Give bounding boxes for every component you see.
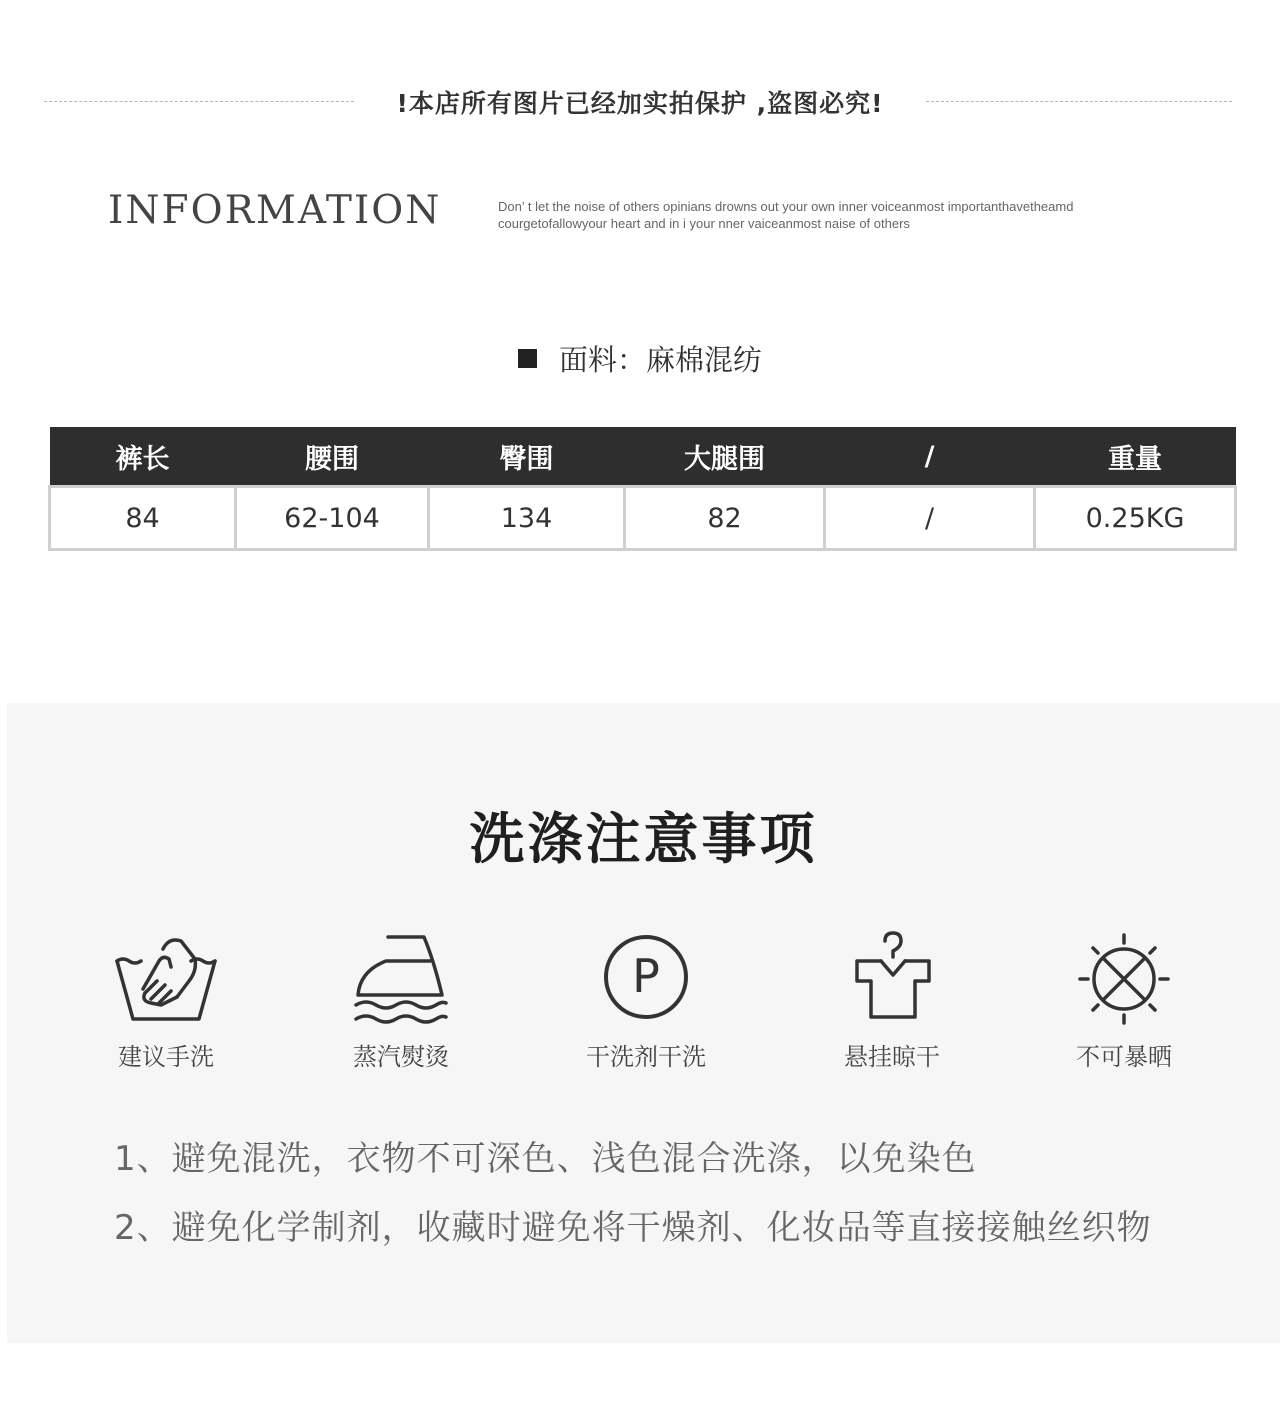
copyright-notice: !本店所有图片已经加实拍保护 ,盗图必究! [396,89,884,118]
header-blank: / [825,427,1035,487]
size-table [48,427,1237,551]
header-waist: 腰围 [236,427,429,487]
care-label-dry-clean: 干洗剂干洗 [586,1043,706,1071]
tagline-line-2: courgetofallowyour heart and in i your nner vaiceanmost naise of others [498,216,910,231]
header-hip: 臀围 [429,427,625,487]
notice-banner [0,82,1280,120]
care-item-no-sun [1034,931,1214,1072]
care-label-hang-dry: 悬挂晾干 [844,1043,940,1071]
dashed-divider-left [44,101,354,102]
hand-wash-icon [111,931,221,1027]
care-item-hand-wash [76,931,256,1072]
care-title: 洗涤注意事项 [469,807,818,871]
care-item-steam-iron [311,931,491,1072]
fabric-row [0,338,1280,379]
dry-clean-letter: P [632,949,660,1003]
tagline-line-1: Don’ t let the noise of others opinians drowns out your own inner voiceanmost importanthavetheamd [498,199,1074,214]
header-pants-length: 裤长 [50,427,236,487]
dry-clean-icon [591,931,701,1027]
table-row [50,487,1236,550]
fabric-label: 面料：麻棉混纺 [558,343,762,377]
information-tagline [498,198,1198,232]
cell-weight: 0.25KG [1035,487,1236,550]
care-note-2: 2、避免化学制剂，收藏时避免将干燥剂、化妆品等直接接触丝织物 [114,1208,1152,1248]
care-label-no-sun: 不可暴晒 [1076,1043,1172,1071]
cell-hip: 134 [429,487,625,550]
care-instructions-panel [7,703,1280,1343]
cell-waist: 62-104 [236,487,429,550]
information-title: INFORMATION [108,188,442,233]
no-sun-dry-icon [1069,931,1179,1027]
header-thigh: 大腿围 [625,427,825,487]
size-table-header [50,427,1236,487]
header-weight: 重量 [1035,427,1236,487]
care-item-hang-dry [802,931,982,1072]
hang-dry-icon [837,931,947,1027]
care-item-dry-clean [556,931,736,1072]
care-label-hand-wash: 建议手洗 [118,1043,214,1071]
care-label-steam-iron: 蒸汽熨烫 [353,1043,449,1071]
square-bullet-icon [518,349,537,368]
care-note-1: 1、避免混洗，衣物不可深色、浅色混合洗涤，以免染色 [114,1139,977,1179]
cell-pants-length: 84 [50,487,236,550]
cell-blank: / [825,487,1035,550]
cell-thigh: 82 [625,487,825,550]
dashed-divider-right [926,101,1232,102]
steam-iron-icon [346,931,456,1027]
